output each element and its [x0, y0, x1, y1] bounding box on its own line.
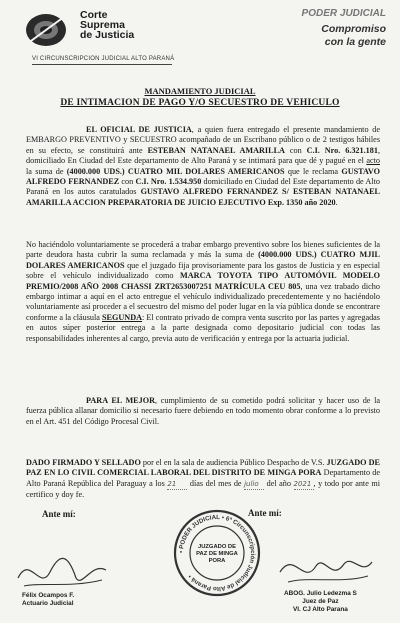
seal-center-line3: PORA: [208, 558, 226, 564]
slogan-line1: PODER JUDICIAL: [301, 8, 386, 19]
juez-district: VI. CJ Alto Parana: [292, 606, 348, 613]
juez-role: Juez de Paz: [302, 598, 339, 605]
p4-year-handwritten: 2021: [294, 479, 314, 490]
slogan-line3: con la gente: [324, 36, 386, 48]
p3-text1: , cumplimiento de su cometido podrá solicitar y hacer uso de la fuerza pública allanar domicilio si necesario fuere debiendo en todo momento obrar conforme a lo previsto en el Art. 451 del Código Procesal Civil.: [26, 396, 380, 426]
p1-text8: .: [335, 197, 338, 207]
header-divider: [32, 64, 172, 65]
p1-text3: , domiciliado En Ciudad del Este departamento de Alto Paraná y se intimará para que dé y pagué en el: [26, 145, 380, 166]
p1-text1: , a quien fuera entregado el presente mandamiento de EMBARGO PREVENTIVO y SECUESTRO acompañado de un Escribano público o de 2 testigos hábiles en su efecto, se constituirá ante: [26, 125, 380, 155]
p2-clausula: SEGUNDA: [101, 312, 143, 322]
p1-case-title: GUSTAVO ALFREDO FERNANDEZ S/ ESTEBAN NATANAEL AMARILLA ACCION PREPARATORIA DE JUICIO EJECUTIVO Exp. 1350 año 2020: [26, 187, 380, 207]
court-seal-stamp-icon: [172, 508, 262, 598]
p4-text4: del año: [264, 478, 294, 488]
actuario-role: Actuario Judicial: [22, 600, 74, 607]
actuario-signature-block: [22, 592, 74, 608]
p1-creditor-ci: C.I. Nro. 1.534.950: [135, 177, 202, 187]
ante-mi-label-right: Ante mí:: [248, 508, 282, 518]
p4-lead: DADO FIRMADO Y SELLADO: [26, 458, 141, 467]
p4-text2: Departamento de Alto Paraná República del Paraguay a los: [26, 468, 381, 488]
p4-court: JUZGADO DE PAZ EN LO CIVIL COMERCIAL LABORAL DEL DISTRITO DE MINGA PORA: [26, 458, 381, 478]
p4-day-handwritten: 21: [167, 479, 187, 490]
p4-text5: , y todo por ante mi certifico y doy fe.: [26, 478, 381, 500]
p2-vehicle: MARCA TOYOTA TIPO AUTOMÓVIL MODELO PREMIO/2008 AÑO 2008 CHASSI ZRT2653007251 MATRÍCULA CEU 805: [26, 271, 380, 291]
p1-text6: con: [119, 177, 136, 187]
ante-mi-label-left: Ante mí:: [42, 509, 76, 519]
p1-amount: (4000.000 UDS.) CUATRO MIL DOLARES AMERICANOS: [66, 166, 285, 176]
p4-text1: por el en la sala de audiencia Público Despacho de V.S.: [140, 458, 327, 467]
seal-ring-text: • PODER JUDICIAL • 6ª Circunscripción Judicial de Alto Paraná •: [177, 513, 257, 593]
slogan-line2: Compromiso: [321, 23, 386, 35]
p2-text4: : El contrato privado de compra venta suscrito por las partes y agregadas en autos súper posterior entrega a la parte designada como depositario judicial con todas las responsabilidades inherentes al cargo, previa auto de verificación y entrega por la actuaria judicial.: [26, 312, 380, 343]
juez-name: ABOG. Julio Ledezma S: [284, 590, 357, 597]
institution-name: [80, 10, 134, 40]
p1-text7: domiciliado en Ciudad del Este departamento de Alto Paraná en los autos caratulados: [26, 177, 380, 197]
p2-text2: que el juzgado fija provisoriamente para los gastos de Justicia y en especial sobre el vehículo individualizado como: [26, 260, 380, 281]
poder-judicial-slogan: [302, 8, 386, 48]
institution-line2: Suprema: [80, 19, 125, 31]
p3-lead: PARA EL MEJOR: [86, 396, 156, 405]
paragraph-embargo: [26, 240, 380, 344]
p2-text1: No haciéndolo voluntariamente se procederá a trabar embargo preventivo sobre los bienes suficientes de la parte deudora hasta cubrir la suma reclamada y más la suma de: [26, 240, 380, 260]
paragraph-para-el-mejor: [26, 396, 380, 427]
circunscripcion-label: VI CIRCUNSCRIPCION JUDICIAL ALTO PARANÁ: [32, 56, 175, 62]
p4-text3: días del mes de: [187, 478, 245, 488]
juez-signature-icon: [270, 546, 380, 594]
p2-amount: (4000.000 UDS.) CUATRO MJIL DOLARES AMERICANOS: [26, 250, 380, 270]
actuario-signature-icon: [10, 548, 120, 598]
document-subtitle: DE INTIMACION DE PAGO Y/O SECUESTRO DE VEHICULO: [60, 98, 340, 108]
seal-center-line2: PAZ DE MINGA: [196, 551, 238, 557]
seal-center-line1: JUZGADO DE: [197, 544, 237, 550]
document-title: MANDAMIENTO JUDICIAL: [144, 86, 256, 96]
corte-suprema-logo-icon: [22, 10, 76, 50]
actuario-name: Félix Ocampos F.: [22, 592, 75, 599]
p1-debtor: ESTEBAN NATANAEL AMARILLA: [147, 145, 285, 155]
p1-text2: con: [284, 145, 307, 155]
p1-creditor: GUSTAVO ALFREDO FERNANDEZ: [26, 166, 381, 187]
p1-lead: EL OFICIAL DE JUSTICIA: [86, 125, 192, 134]
p1-acto: acto: [366, 156, 380, 166]
institution-line3: de Justicia: [80, 29, 135, 41]
p2-text3: , una vez trabado dicho embargo intimar a aquí en el acto entregue el vehículo individualizado precedentemente y no haciéndolo voluntariamente así proceder a el secuestro del mismo del poder lugar en la vía pública donde se encontrare conforme a la cláusula: [26, 281, 380, 322]
paragraph-oficial: [26, 125, 380, 208]
juez-signature-block: [284, 590, 357, 614]
p1-text5: que le reclama: [284, 166, 342, 176]
p4-month-handwritten: julio: [244, 479, 264, 490]
p1-debtor-ci: C.I. Nro. 6.321.181: [306, 145, 378, 155]
institution-line1: Corte: [80, 9, 108, 21]
p1-text4: la suma de: [26, 166, 67, 176]
paragraph-dado-firmado: [26, 458, 380, 501]
